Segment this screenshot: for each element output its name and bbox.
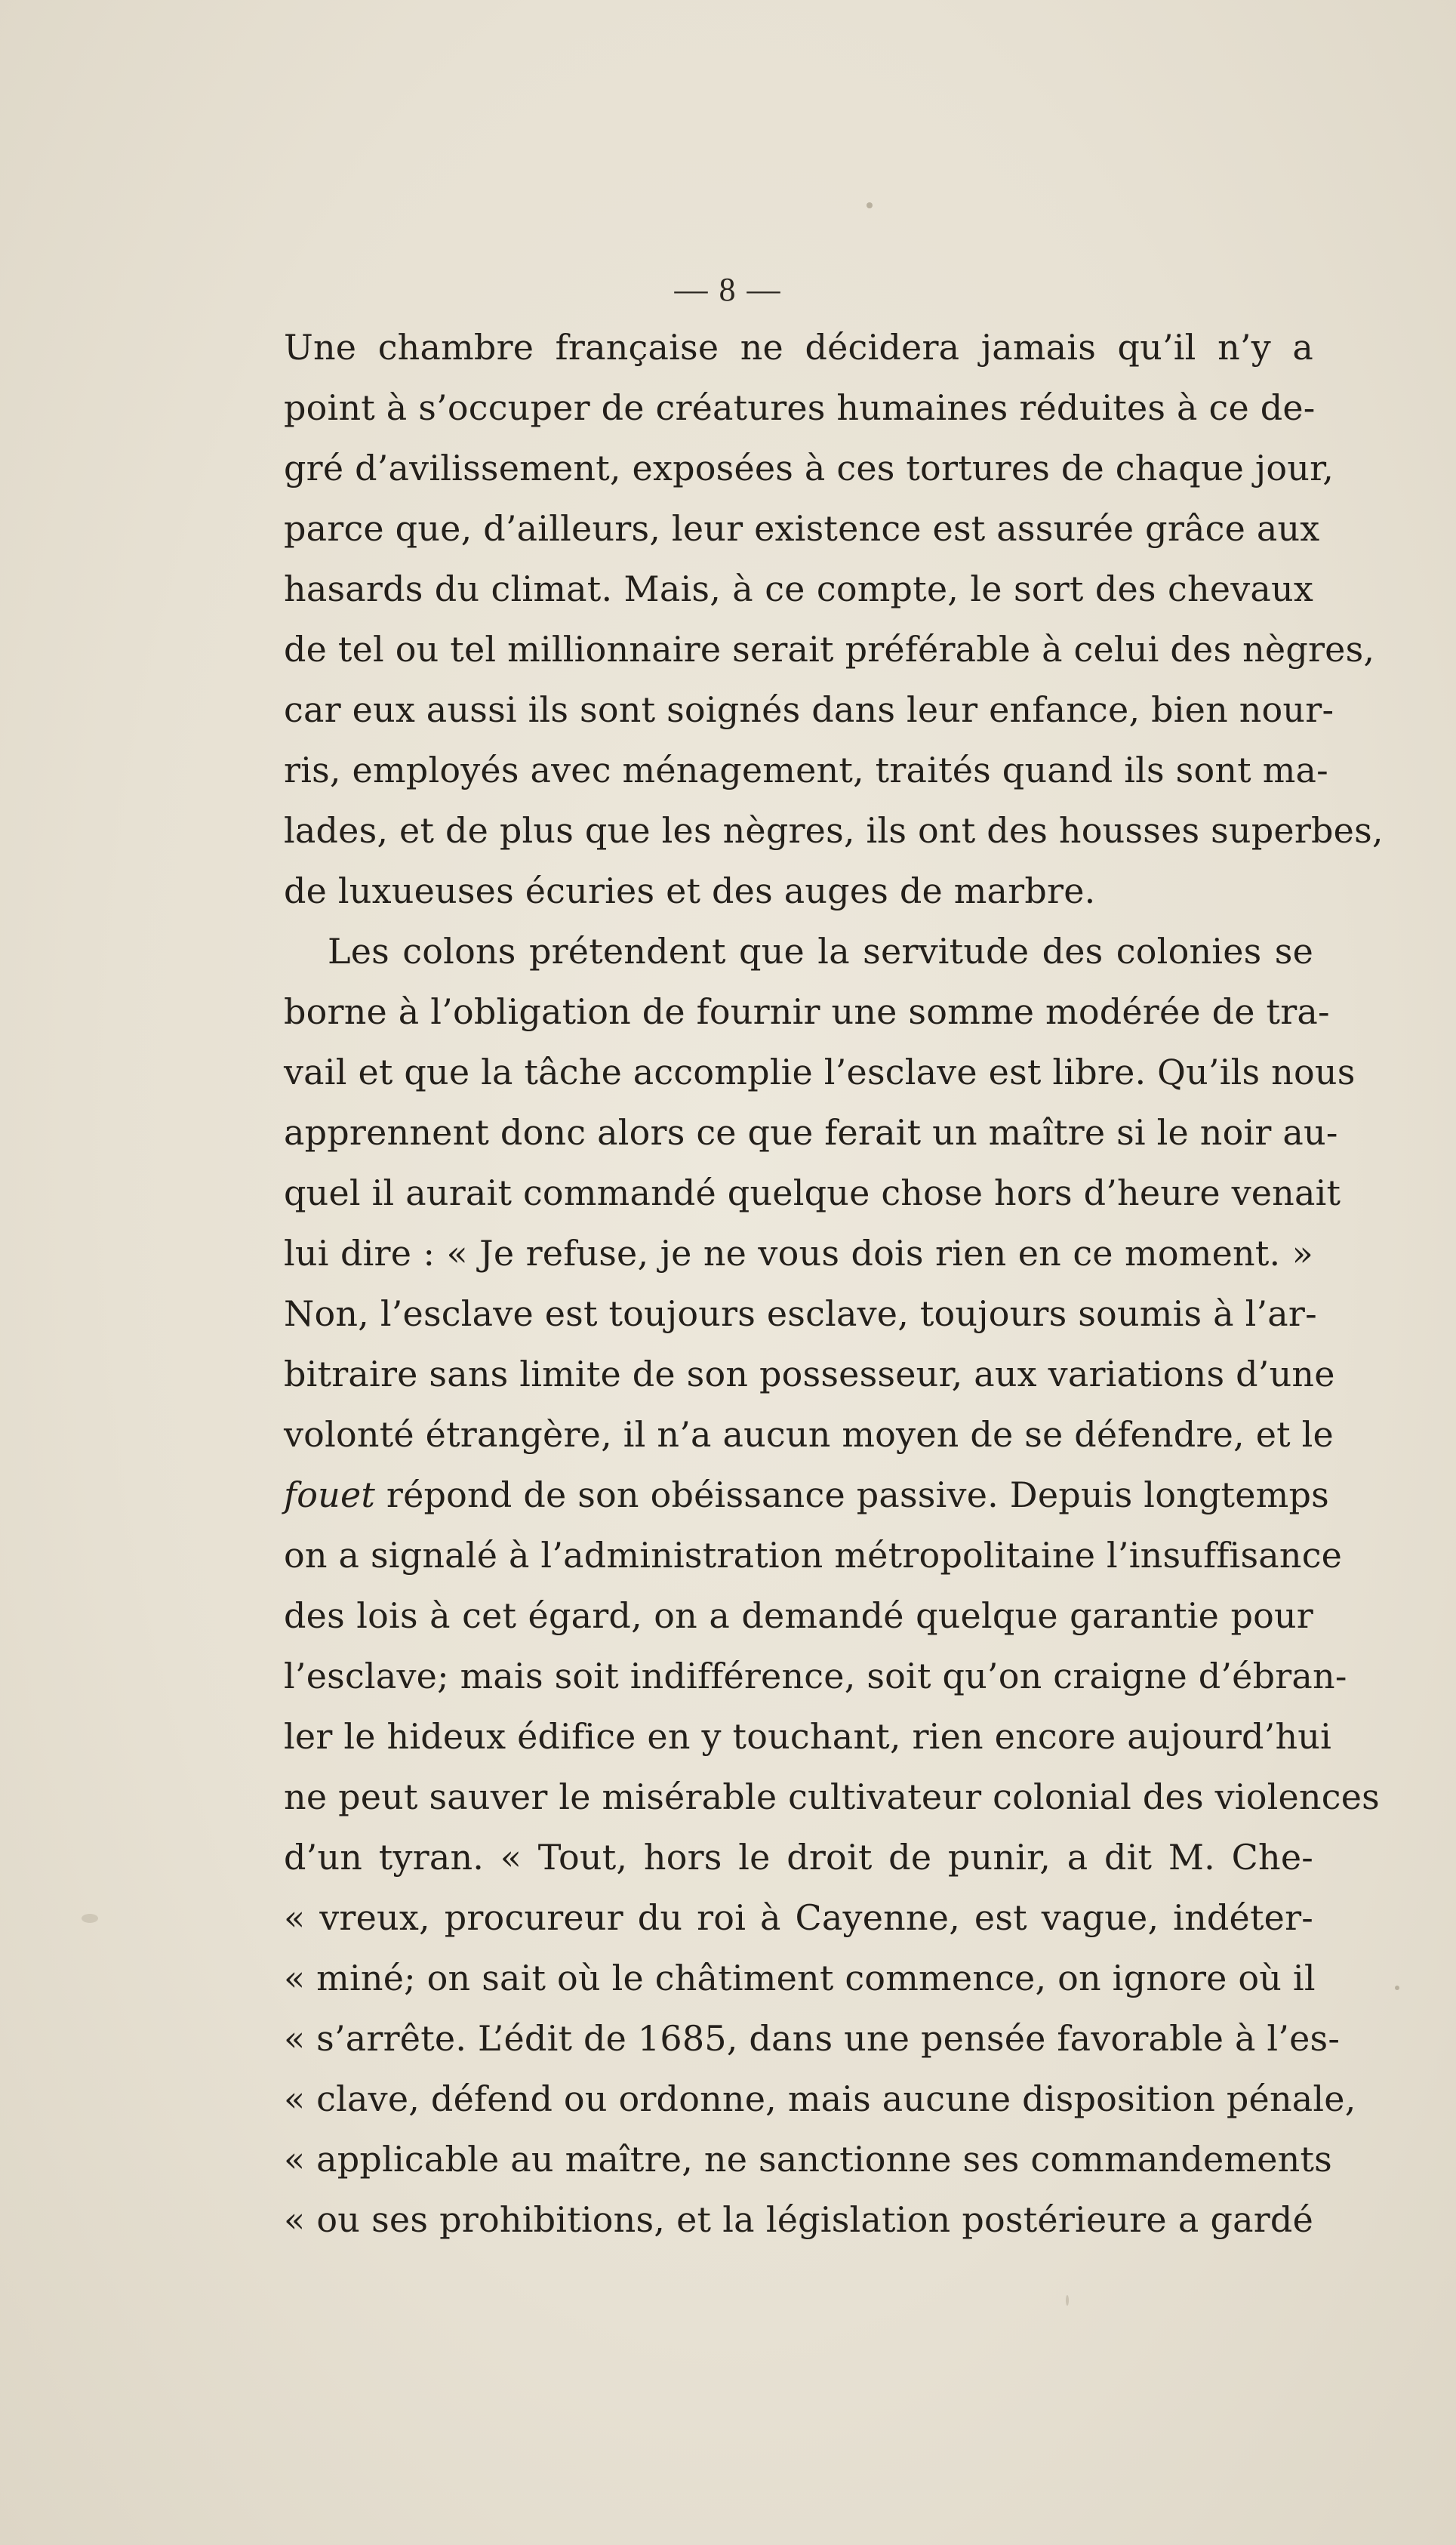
text-line xyxy=(284,1404,1334,1465)
text-line xyxy=(284,800,1384,861)
text-line xyxy=(284,1767,1380,1827)
text-line xyxy=(284,2189,1313,2250)
line-text: « s’arrête. L’édit de 1685, dans une pensée favorable à l’es- xyxy=(284,2018,1341,2059)
line-text: des lois à cet égard, on a demandé quelque garantie pour xyxy=(284,1595,1313,1636)
line-text: répond de son obéissance passive. Depuis longtemps xyxy=(375,1474,1329,1515)
line-text: ris, employés avec ménagement, traités quand ils sont ma- xyxy=(284,750,1328,790)
line-text: lades, et de plus que les nègres, ils ont des housses superbes, xyxy=(284,810,1384,851)
text-line xyxy=(284,619,1375,679)
text-line xyxy=(284,1706,1332,1767)
text-line xyxy=(284,1948,1316,2008)
text-line xyxy=(284,559,1313,619)
paper-speck xyxy=(82,1914,98,1923)
line-text: « miné; on sait où le châtiment commence, on ignore où il xyxy=(284,1958,1316,1998)
line-text: ler le hideux édifice en y touchant, rien encore aujourd’hui xyxy=(284,1716,1332,1757)
text-line xyxy=(284,861,1313,921)
line-text: Non, l’esclave est toujours esclave, toujours soumis à l’ar- xyxy=(284,1293,1317,1334)
line-text: ne peut sauver le misérable cultivateur colonial des violences xyxy=(284,1776,1380,1817)
text-line xyxy=(284,2129,1332,2189)
text-line xyxy=(284,679,1334,740)
text-line xyxy=(284,1465,1329,1525)
text-line xyxy=(284,1646,1347,1706)
text-line xyxy=(284,1042,1356,1102)
paper-speck xyxy=(867,202,873,208)
line-text: hasards du climat. Mais, à ce compte, le sort des chevaux xyxy=(284,568,1313,609)
text-line xyxy=(284,317,1313,377)
line-text: quel il aurait commandé quelque chose hors d’heure venait xyxy=(284,1172,1341,1213)
text-line xyxy=(284,1887,1313,1948)
body-text xyxy=(284,317,1384,2250)
line-text: volonté étrangère, il n’a aucun moyen de se défendre, et le xyxy=(284,1414,1334,1455)
text-line xyxy=(284,740,1328,800)
line-text: car eux aussi ils sont soignés dans leur enfance, bien nour- xyxy=(284,689,1334,730)
text-line xyxy=(284,2008,1341,2069)
paper-speck xyxy=(1395,1986,1399,1990)
line-text: « clave, défend ou ordonne, mais aucune disposition pénale, xyxy=(284,2078,1356,2119)
text-line xyxy=(284,1102,1338,1163)
text-line xyxy=(284,438,1334,498)
line-text: de tel ou tel millionnaire serait préférable à celui des nègres, xyxy=(284,629,1375,670)
line-text: « vreux, procureur du roi à Cayenne, est vague, indéter- xyxy=(284,1897,1313,1938)
page-number: — 8 — xyxy=(674,271,782,308)
line-text: lui dire : « Je refuse, je ne vous dois rien en ce moment. » xyxy=(284,1233,1313,1274)
line-text: on a signalé à l’administration métropolitaine l’insuffisance xyxy=(284,1535,1343,1576)
line-text: « applicable au maître, ne sanctionne ses commandements xyxy=(284,2139,1332,2180)
text-line xyxy=(284,921,1313,981)
text-line xyxy=(284,1525,1343,1585)
text-line xyxy=(284,377,1316,438)
text-line xyxy=(284,1827,1313,1887)
line-text: gré d’avilissement, exposées à ces tortures de chaque jour, xyxy=(284,448,1334,488)
text-line xyxy=(284,981,1330,1042)
line-text: l’esclave; mais soit indifférence, soit qu’on craigne d’ébran- xyxy=(284,1656,1347,1696)
line-text: d’un tyran. « Tout, hors le droit de punir, a dit M. Che- xyxy=(284,1837,1313,1878)
line-text: point à s’occuper de créatures humaines réduites à ce de- xyxy=(284,387,1316,428)
text-line xyxy=(284,1585,1313,1646)
line-text: borne à l’obligation de fournir une somme modérée de tra- xyxy=(284,991,1330,1032)
line-text: Une chambre française ne décidera jamais qu’il n’y a xyxy=(284,327,1313,368)
line-text: parce que, d’ailleurs, leur existence est assurée grâce aux xyxy=(284,508,1320,549)
line-text: de luxueuses écuries et des auges de marbre. xyxy=(284,870,1096,911)
text-line xyxy=(284,498,1320,559)
line-text: « ou ses prohibitions, et la législation postérieure a gardé xyxy=(284,2199,1313,2240)
line-text: vail et que la tâche accomplie l’esclave est libre. Qu’ils nous xyxy=(284,1052,1356,1092)
text-line xyxy=(284,1163,1341,1223)
line-text: Les colons prétendent que la servitude des colonies se xyxy=(328,931,1313,972)
text-line xyxy=(284,1283,1317,1344)
text-line xyxy=(284,1223,1313,1283)
italic-word: fouet xyxy=(284,1474,376,1515)
paper-speck xyxy=(1066,2295,1069,2306)
text-line xyxy=(284,1344,1335,1404)
line-text: bitraire sans limite de son possesseur, aux variations d’une xyxy=(284,1354,1335,1394)
text-line xyxy=(284,2069,1356,2129)
line-text: apprennent donc alors ce que ferait un maître si le noir au- xyxy=(284,1112,1338,1153)
